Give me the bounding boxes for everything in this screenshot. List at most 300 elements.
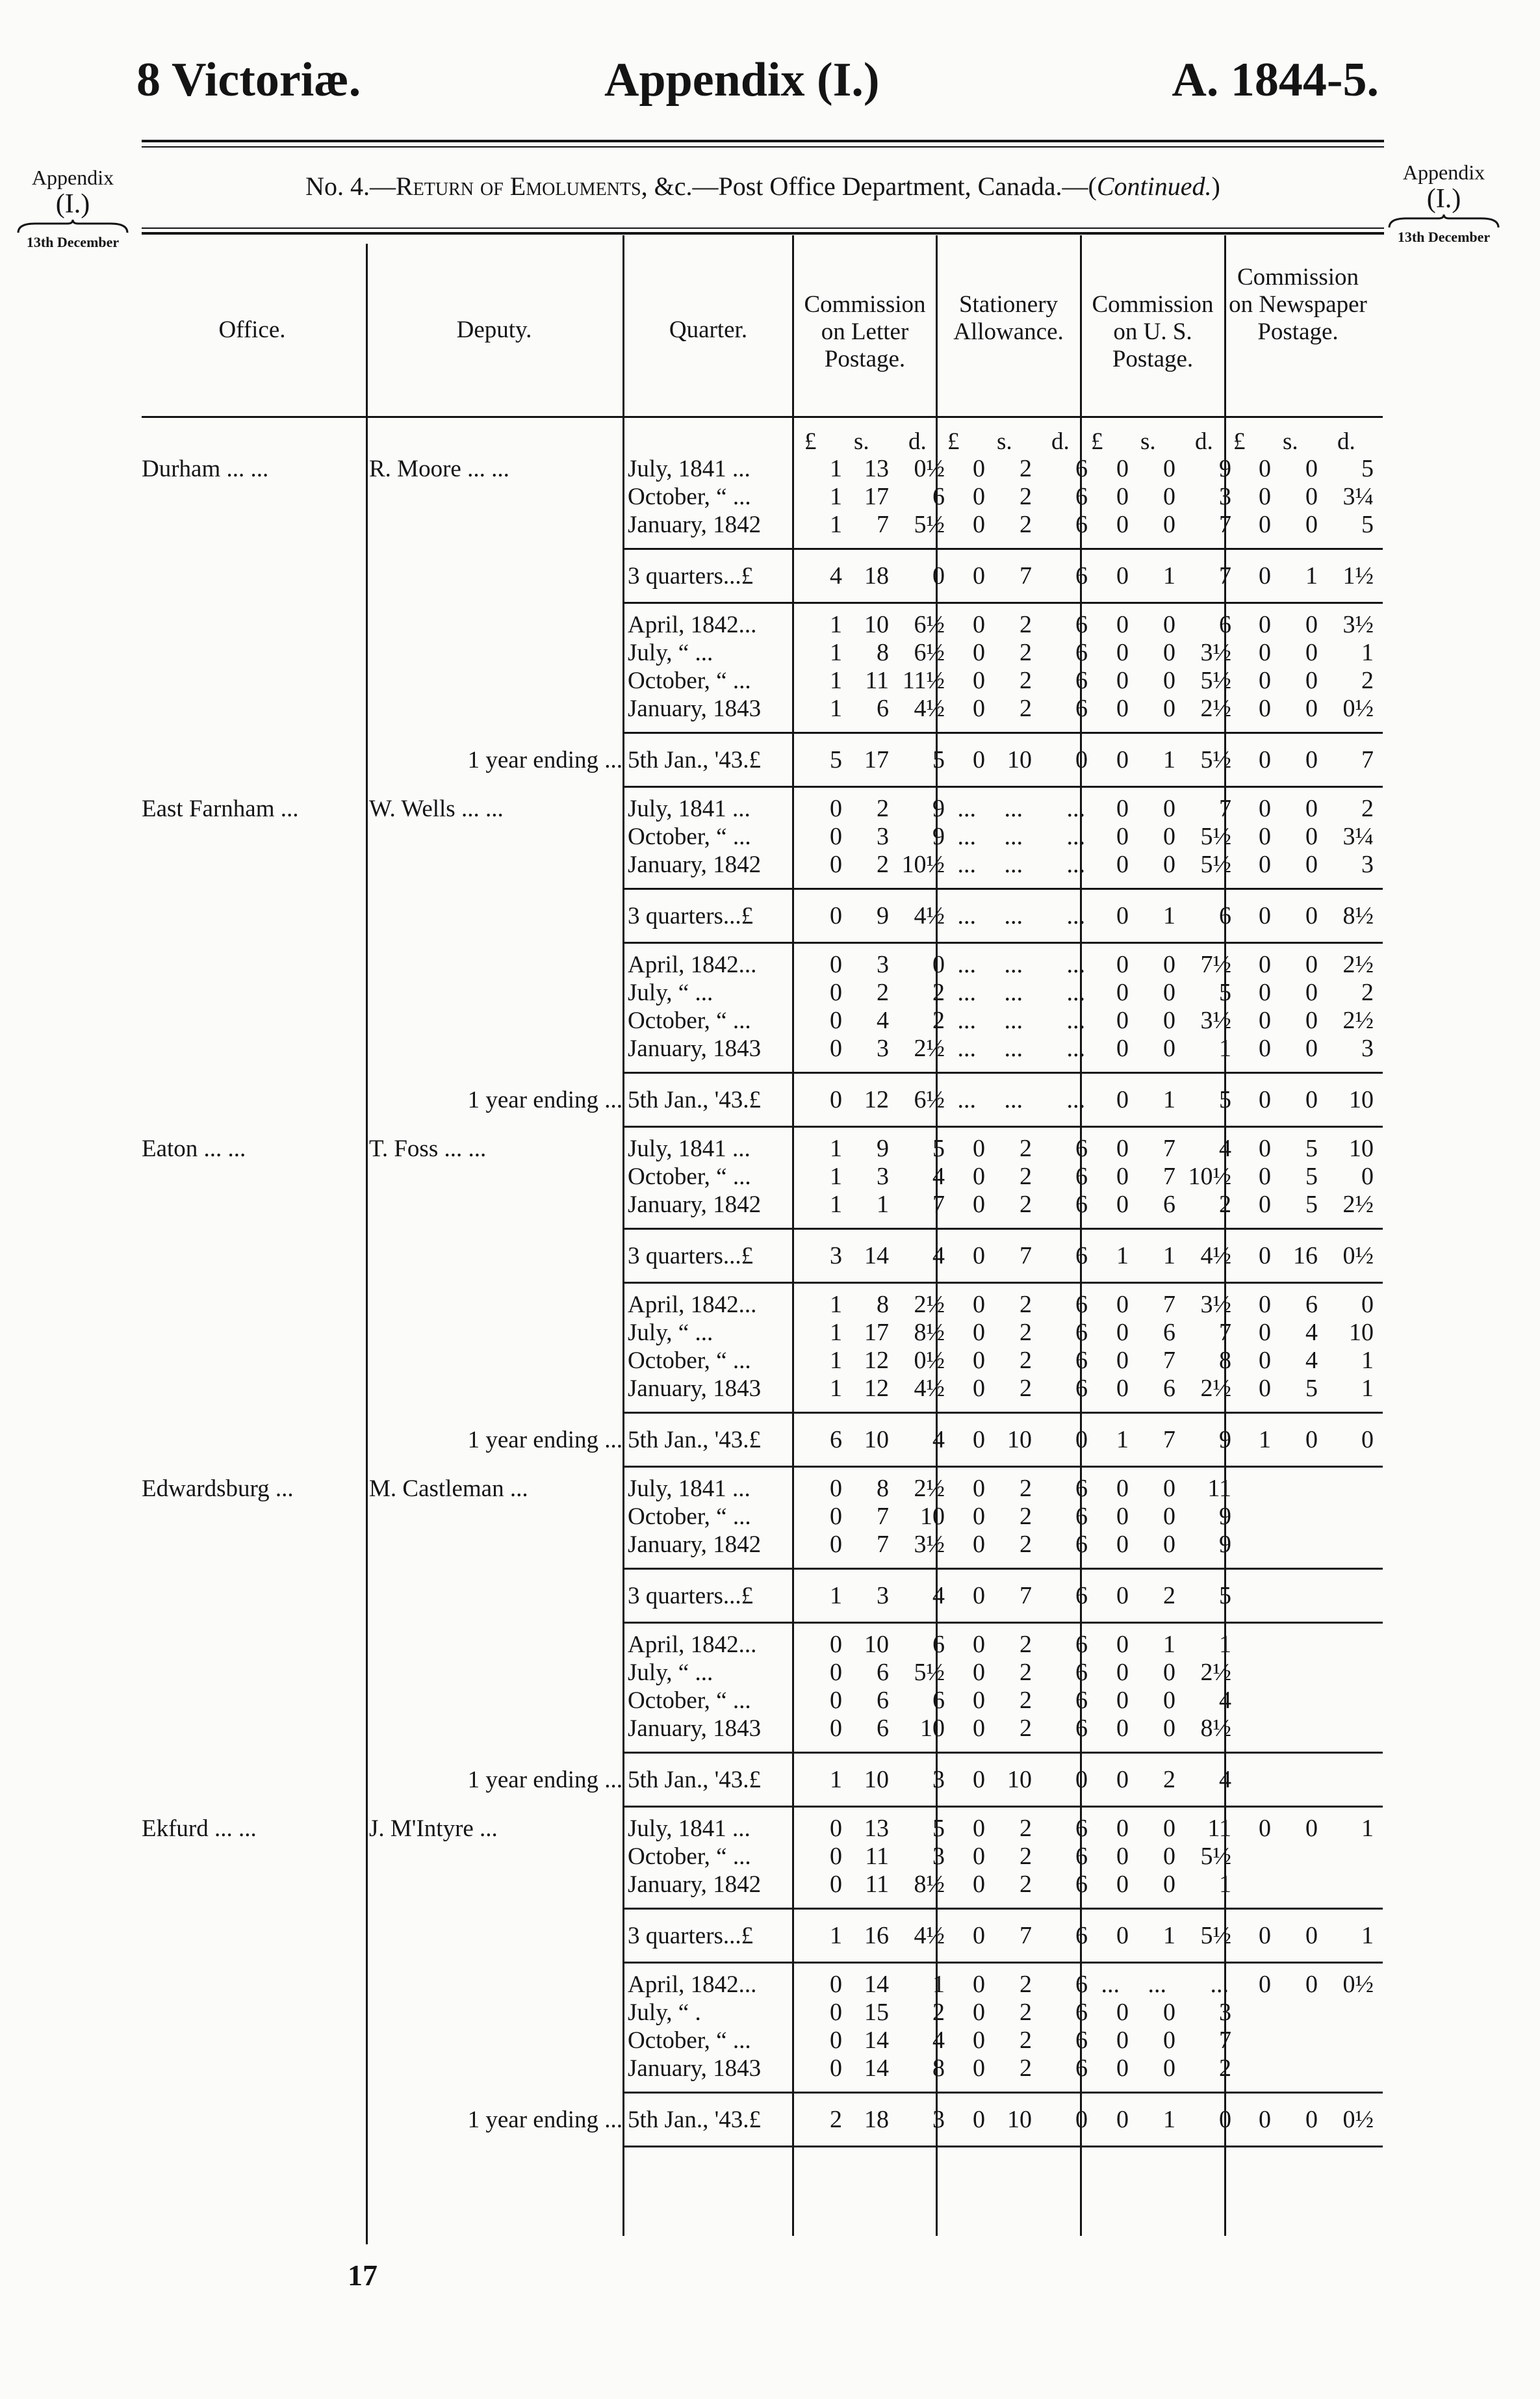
column-divider [366, 244, 368, 2244]
amount-value: 3 [877, 823, 889, 850]
total-quarter-label: 3 quarters...£ [628, 563, 754, 590]
amount-cell [1032, 1815, 1088, 1843]
amount-cell [889, 1631, 945, 1659]
amount-cell [842, 979, 889, 1007]
amount-value: 0 [1116, 795, 1129, 822]
amount-value: 18 [864, 2106, 889, 2133]
amount-value: 0 [1163, 1843, 1175, 1870]
amount-value: 8 [932, 2055, 945, 2082]
amount-cell [1231, 1291, 1271, 1319]
amount-value: 0 [1305, 455, 1318, 482]
amount-value: 3½ [1200, 1291, 1231, 1318]
amount-cell [842, 1035, 889, 1063]
amount-value: 2½ [1342, 1191, 1374, 1218]
amount-cell [1129, 902, 1175, 930]
amount-cell [1271, 1475, 1318, 1503]
amount-cell [1088, 1922, 1129, 1950]
amount-value: 0 [1163, 1687, 1175, 1714]
amount-value: 0 [830, 1475, 842, 1502]
amount-value: 3 [932, 1843, 945, 1870]
amount-value: 5½ [1200, 1843, 1231, 1870]
amount-value: 10 [1007, 746, 1032, 773]
amount-cell [945, 511, 985, 539]
amount-value: 0 [1116, 695, 1129, 722]
row-rule [624, 1072, 1383, 1074]
amount-value: 0 [973, 1319, 985, 1346]
amount-cell [985, 902, 1032, 930]
amount-cell [1088, 667, 1129, 695]
margin-appendix-label: Appendix [1402, 161, 1485, 184]
amount-cell [1318, 795, 1374, 823]
amount-cell [1318, 1715, 1374, 1743]
amount-value: 0 [973, 1843, 985, 1870]
amount-cell [945, 695, 985, 723]
amount-cell [842, 1475, 889, 1503]
amount-cell [1271, 746, 1318, 774]
amount-value: 5½ [1200, 667, 1231, 694]
amount-value: 0 [1163, 483, 1175, 510]
amount-cell [842, 1843, 889, 1871]
amount-value: 2 [1361, 979, 1374, 1006]
amount-value: 0 [973, 1815, 985, 1842]
amount-cell [1129, 1035, 1175, 1063]
amount-cell [1032, 511, 1088, 539]
amount-cell [842, 1871, 889, 1899]
total-quarter-label: 3 quarters...£ [628, 1243, 754, 1269]
deputy-name: R. Moore ... ... [369, 456, 509, 482]
amount-value: 1 [1361, 1375, 1374, 1402]
amount-value: 4 [932, 1242, 945, 1269]
amount-cell [1271, 639, 1318, 667]
amount-value: 2 [1020, 1347, 1032, 1374]
amount-cell [1231, 1426, 1271, 1454]
amount-cell [945, 1035, 985, 1063]
amount-cell [985, 1715, 1032, 1743]
amount-cell [1032, 1531, 1088, 1559]
amount-value: 1 [830, 1347, 842, 1374]
amount-cell [985, 2027, 1032, 2055]
amount-value: 0 [1259, 562, 1271, 590]
amount-cell [1032, 979, 1088, 1007]
amount-cell [1129, 1843, 1175, 1871]
quarter-label: October, “ ... [628, 1007, 751, 1034]
amount-cell [889, 1687, 945, 1715]
amount-value: 2 [1361, 667, 1374, 694]
amount-value: ... [1004, 979, 1023, 1006]
amount-value: 6 [1219, 611, 1231, 638]
amount-value: 0 [1116, 1135, 1129, 1162]
amount-value: 6 [877, 1687, 889, 1714]
amount-cell [1231, 455, 1271, 483]
amount-value: 8½ [914, 1871, 945, 1898]
amount-value: 0 [1116, 1503, 1129, 1530]
amount-cell [1032, 1135, 1088, 1163]
amount-value: 4 [932, 1163, 945, 1190]
amount-cell [985, 1086, 1032, 1114]
row-rule [624, 602, 1383, 604]
amount-cell [889, 2106, 945, 2134]
amount-cell [1129, 2027, 1175, 2055]
amount-cell [802, 611, 842, 639]
amount-value: 3 [877, 1163, 889, 1190]
amount-cell [1318, 951, 1374, 979]
amount-value: 10½ [1188, 1163, 1231, 1190]
amount-value: 0 [1163, 851, 1175, 878]
amount-cell [1088, 562, 1129, 590]
amount-value: 5½ [1200, 1922, 1231, 1949]
amount-cell [842, 746, 889, 774]
amount-cell [1129, 1631, 1175, 1659]
amount-value: 1 [830, 695, 842, 722]
quarter-label: October, “ ... [628, 1843, 751, 1870]
amount-value: 0 [1163, 1475, 1175, 1502]
amount-cell [945, 1347, 985, 1375]
amount-cell [842, 951, 889, 979]
amount-cell [1032, 823, 1088, 851]
amount-value: 6 [1075, 2027, 1088, 2054]
amount-cell [945, 1922, 985, 1950]
amount-cell [1088, 1766, 1129, 1794]
amount-cell [1032, 695, 1088, 723]
quarter-label: July, “ ... [628, 979, 713, 1006]
amount-value: 5½ [914, 1659, 945, 1686]
amount-cell [1271, 1715, 1318, 1743]
quarter-label: January, 1843 [628, 1715, 762, 1742]
amount-value: 0 [1116, 511, 1129, 538]
amount-value: 0 [1116, 611, 1129, 638]
amount-value: 0½ [1342, 1971, 1374, 1998]
amount-value: 0 [932, 951, 945, 978]
amount-value: ... [1066, 851, 1085, 878]
amount-value: 11½ [902, 667, 945, 694]
amount-cell [1175, 1242, 1231, 1270]
row-rule [624, 548, 1383, 550]
amount-value: 0 [1259, 1347, 1271, 1374]
amount-cell [802, 1163, 842, 1191]
amount-cell [1318, 746, 1374, 774]
amount-value: 0 [1259, 823, 1271, 850]
amount-value: 3 [877, 951, 889, 978]
amount-value: 0 [830, 1843, 842, 1870]
amount-value: 6 [932, 1631, 945, 1658]
header-rule-top [142, 140, 1384, 142]
amount-value: 0 [830, 1631, 842, 1658]
amount-value: 0 [830, 2027, 842, 2054]
amount-cell [1175, 667, 1231, 695]
amount-cell [945, 1659, 985, 1687]
amount-value: 3¼ [1342, 823, 1374, 850]
amount-value: 0 [1259, 2106, 1271, 2133]
amount-cell [1271, 1375, 1318, 1403]
amount-value: 0 [973, 1715, 985, 1742]
amount-value: 0 [1163, 1659, 1175, 1686]
amount-cell [1088, 1375, 1129, 1403]
amount-cell [802, 1843, 842, 1871]
amount-value: 2 [830, 2106, 842, 2133]
amount-value: 7 [877, 511, 889, 538]
amount-cell [1271, 1815, 1318, 1843]
amount-cell [1088, 511, 1129, 539]
amount-value: 3 [830, 1242, 842, 1269]
amount-cell [842, 1582, 889, 1610]
amount-cell [1129, 1531, 1175, 1559]
amount-cell [842, 562, 889, 590]
amount-cell [1129, 455, 1175, 483]
amount-value: 10 [1349, 1086, 1374, 1113]
currency-label: £ [947, 428, 960, 455]
amount-cell [1032, 1475, 1088, 1503]
quarter-label: July, 1841 ... [628, 1815, 751, 1842]
row-rule [624, 1622, 1383, 1624]
amount-cell [1175, 2027, 1231, 2055]
amount-cell [1129, 1319, 1175, 1347]
amount-cell [1271, 1871, 1318, 1899]
amount-value: 7 [1020, 1922, 1032, 1949]
column-header-letter-postage: Commission on Letter Postage. [804, 291, 926, 372]
amount-cell [1032, 455, 1088, 483]
amount-value: 4 [1305, 1347, 1318, 1374]
amount-value: 6 [1075, 1659, 1088, 1686]
amount-value: 0 [973, 511, 985, 538]
amount-value: 10 [920, 1715, 945, 1742]
amount-cell [1271, 455, 1318, 483]
amount-value: 0 [1361, 1291, 1374, 1318]
amount-value: ... [1004, 851, 1023, 878]
amount-cell [1175, 562, 1231, 590]
amount-value: 0 [1163, 823, 1175, 850]
amount-cell [889, 611, 945, 639]
quarter-label: January, 1843 [628, 1375, 762, 1402]
amount-cell [1088, 1659, 1129, 1687]
amount-value: 2 [877, 851, 889, 878]
amount-cell [842, 639, 889, 667]
amount-value: 2½ [914, 1035, 945, 1062]
amount-cell [889, 1971, 945, 1999]
amount-cell [842, 1766, 889, 1794]
amount-value: 0 [1305, 1815, 1318, 1842]
amount-cell [1129, 695, 1175, 723]
amount-value: ... [1066, 1035, 1085, 1062]
amount-value: 0 [1163, 1503, 1175, 1530]
amount-cell [1271, 1291, 1318, 1319]
amount-cell [1088, 2027, 1129, 2055]
amount-cell [1318, 1163, 1374, 1191]
amount-cell [945, 611, 985, 639]
amount-value: 0 [1259, 951, 1271, 978]
amount-value: ... [1004, 902, 1023, 929]
amount-cell [1231, 1766, 1271, 1794]
amount-cell [1231, 1531, 1271, 1559]
amount-cell [1271, 1242, 1318, 1270]
amount-cell [802, 746, 842, 774]
amount-value: 0 [1116, 1291, 1129, 1318]
amount-value: 6 [1075, 1999, 1088, 2026]
amount-cell [1129, 1871, 1175, 1899]
amount-cell [802, 1426, 842, 1454]
amount-cell [1032, 2027, 1088, 2055]
amount-cell [842, 1999, 889, 2027]
amount-value: 0 [1116, 1375, 1129, 1402]
amount-value: 10 [864, 1426, 889, 1453]
amount-cell [985, 1999, 1032, 2027]
amount-value: 8½ [1342, 902, 1374, 929]
amount-cell [1175, 455, 1231, 483]
amount-cell [985, 1631, 1032, 1659]
amount-value: 7 [1020, 562, 1032, 590]
currency-label: d. [908, 428, 927, 455]
amount-value: 6 [1075, 1135, 1088, 1162]
amount-cell [1129, 1163, 1175, 1191]
amount-cell [1032, 1659, 1088, 1687]
amount-cell [1318, 667, 1374, 695]
amount-cell [1032, 1503, 1088, 1531]
amount-value: 0 [973, 483, 985, 510]
amount-value: 6 [1075, 1715, 1088, 1742]
amount-cell [985, 746, 1032, 774]
amount-value: 2 [1361, 795, 1374, 822]
amount-cell [1032, 2055, 1088, 2082]
amount-cell [1032, 639, 1088, 667]
amount-cell [1088, 979, 1129, 1007]
amount-value: 0 [1305, 951, 1318, 978]
amount-value: 6 [1075, 1191, 1088, 1218]
amount-value: 1 [1361, 1815, 1374, 1842]
amount-cell [1032, 902, 1088, 930]
amount-cell [1231, 1135, 1271, 1163]
amount-cell [1088, 1319, 1129, 1347]
amount-value: 6 [1075, 1843, 1088, 1870]
amount-cell [889, 1035, 945, 1063]
amount-value: 0 [1259, 1163, 1271, 1190]
amount-cell [1318, 1426, 1374, 1454]
amount-value: 1 [830, 1766, 842, 1793]
amount-cell [889, 1715, 945, 1743]
amount-value: 0 [1116, 1687, 1129, 1714]
amount-cell [1129, 2106, 1175, 2134]
amount-cell [802, 1503, 842, 1531]
amount-value: 4 [1219, 1766, 1231, 1793]
amount-cell [1318, 1766, 1374, 1794]
margin-appendix-label: Appendix [31, 166, 114, 189]
amount-value: 1 [1361, 1922, 1374, 1949]
column-header-us-postage: Commission on U. S. Postage. [1092, 291, 1214, 372]
amount-cell [945, 1715, 985, 1743]
amount-value: 0 [830, 1086, 842, 1113]
amount-cell [1318, 1815, 1374, 1843]
amount-value: 0 [1305, 667, 1318, 694]
amount-value: 0 [1116, 1766, 1129, 1793]
amount-value: 8½ [1200, 1715, 1231, 1742]
amount-cell [842, 795, 889, 823]
amount-cell [1271, 823, 1318, 851]
amount-value: 0 [1259, 1815, 1271, 1842]
amount-value: 5 [1219, 1582, 1231, 1609]
amount-cell [945, 1007, 985, 1035]
currency-label: £ [804, 428, 817, 455]
amount-value: 6 [1075, 1922, 1088, 1949]
quarter-label: July, “ ... [628, 1659, 713, 1686]
quarter-label: July, 1841 ... [628, 796, 751, 822]
amount-cell [1032, 1319, 1088, 1347]
amount-cell [1231, 1871, 1271, 1899]
amount-cell [1175, 1687, 1231, 1715]
row-rule [624, 1806, 1383, 1808]
amount-value: 10 [864, 611, 889, 638]
amount-value: 2 [1020, 2027, 1032, 2054]
amount-value: 0 [1116, 2027, 1129, 2054]
amount-cell [1032, 1375, 1088, 1403]
amount-value: 0 [973, 562, 985, 590]
amount-value: 0 [973, 695, 985, 722]
amount-value: 2½ [1342, 951, 1374, 978]
caption-close: ) [1211, 172, 1220, 201]
currency-label: £ [1233, 428, 1246, 455]
amount-cell [985, 1687, 1032, 1715]
amount-cell [889, 695, 945, 723]
amount-cell [1088, 455, 1129, 483]
quarter-label: April, 1842... [628, 1291, 757, 1318]
amount-value: 1 [1259, 1426, 1271, 1453]
amount-value: 10½ [901, 851, 945, 878]
amount-value: 9 [877, 902, 889, 929]
amount-value: 0 [1163, 1035, 1175, 1062]
amount-cell [802, 1375, 842, 1403]
amount-value: ... [957, 1035, 976, 1062]
amount-value: 0 [973, 1426, 985, 1453]
amount-value: ... [957, 979, 976, 1006]
amount-value: 0 [1305, 611, 1318, 638]
amount-value: 0 [1305, 1007, 1318, 1034]
amount-cell [842, 1922, 889, 1950]
amount-cell [1175, 1971, 1231, 1999]
amount-value: 0 [932, 562, 945, 590]
amount-cell [1318, 1319, 1374, 1347]
quarter-label: January, 1842 [628, 1531, 762, 1558]
amount-value: 0½ [1342, 2106, 1374, 2133]
currency-label: d. [1195, 428, 1213, 455]
amount-cell [802, 1582, 842, 1610]
amount-value: 1 [1163, 1086, 1175, 1113]
amount-cell [802, 695, 842, 723]
amount-cell [1318, 823, 1374, 851]
amount-value: 3½ [1200, 639, 1231, 666]
amount-cell [985, 1922, 1032, 1950]
amount-cell [889, 1191, 945, 1219]
amount-cell [1231, 1375, 1271, 1403]
amount-value: 3 [1219, 483, 1231, 510]
quarter-label: October, “ ... [628, 1687, 751, 1714]
amount-value: 0 [1163, 695, 1175, 722]
amount-cell [1032, 951, 1088, 979]
amount-value: 3 [1361, 851, 1374, 878]
amount-value: 0 [1116, 1007, 1129, 1034]
amount-cell [1231, 483, 1271, 511]
quarter-label: July, “ . [628, 1999, 701, 2026]
amount-cell [1318, 511, 1374, 539]
amount-cell [889, 1242, 945, 1270]
amount-value: 2½ [914, 1291, 945, 1318]
currency-label: s. [1283, 428, 1298, 455]
amount-cell [1129, 483, 1175, 511]
amount-value: 2 [1020, 695, 1032, 722]
amount-cell [1271, 1999, 1318, 2027]
amount-value: ... [1101, 1971, 1120, 1998]
amount-cell [1318, 2027, 1374, 2055]
amount-cell [889, 979, 945, 1007]
amount-value: 7 [877, 1503, 889, 1530]
amount-value: 0 [1116, 823, 1129, 850]
amount-value: 0 [1163, 667, 1175, 694]
